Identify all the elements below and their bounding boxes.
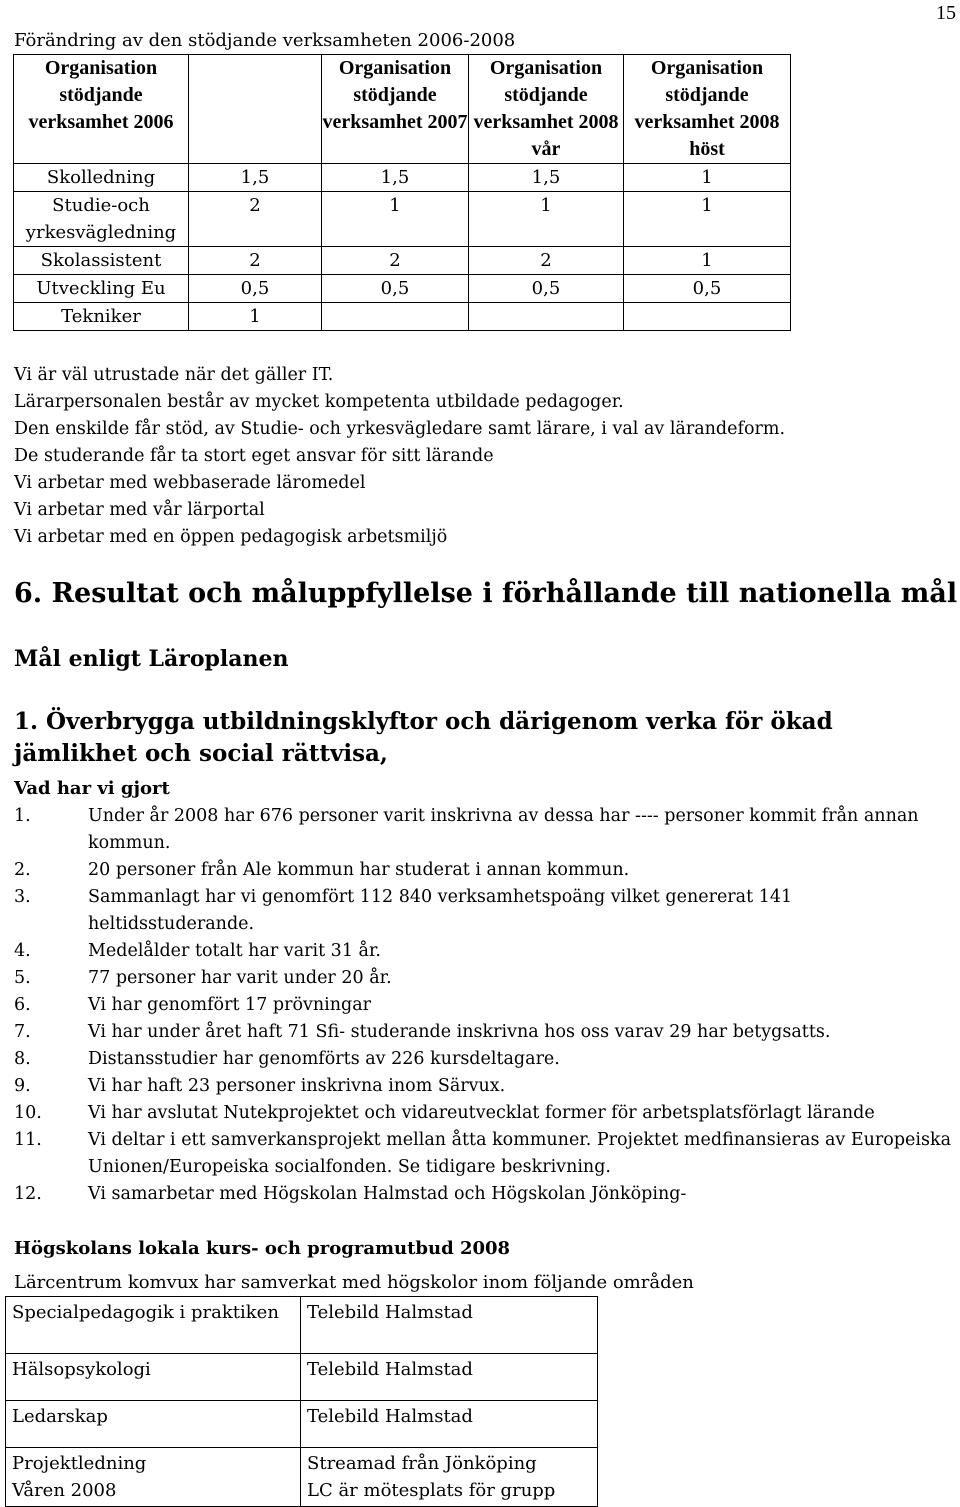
row-value: 1	[322, 192, 469, 247]
list-item	[14, 884, 960, 938]
done-heading: Vad har vi gjort	[14, 778, 170, 799]
item-number: 7.	[14, 1022, 31, 1042]
courses-heading: Högskolans lokala kurs- och programutbud 2008	[14, 1238, 511, 1259]
course-cell: Specialpedagogik i praktiken	[6, 1297, 301, 1354]
staff-row	[14, 303, 791, 331]
row-value: 1,5	[469, 164, 624, 192]
staff-row	[14, 247, 791, 275]
item-text: 77 personer har varit under 20 år.	[88, 968, 392, 988]
row-value: 0,5	[322, 275, 469, 303]
item-text: Vi har avslutat Nutekprojektet och vidareutvecklat former för arbetsplatsförlagt lärande	[88, 1103, 875, 1123]
staff-table-header-row	[14, 55, 791, 164]
row-value: 1	[624, 192, 791, 247]
delivery-cell: Telebild Halmstad	[301, 1401, 598, 1448]
item-text: Vi har haft 23 personer inskrivna inom Särvux.	[88, 1076, 506, 1096]
item-number: 6.	[14, 995, 31, 1015]
staff-row	[14, 164, 791, 192]
item-number: 12.	[14, 1184, 42, 1204]
row-value: 1	[469, 192, 624, 247]
list-item	[14, 1127, 960, 1181]
row-value: 1,5	[189, 164, 322, 192]
delivery-cell: Telebild Halmstad	[301, 1354, 598, 1401]
statement-line: Vi arbetar med en öppen pedagogisk arbetsmiljö	[14, 527, 448, 547]
item-number: 11.	[14, 1130, 42, 1150]
row-value: 2	[189, 247, 322, 275]
header-cell-2008-host: Organisation stödjande verksamhet 2008 höst	[624, 55, 791, 164]
course-cell: Ledarskap	[6, 1401, 301, 1448]
header-cell-2007: Organisation stödjande verksamhet 2007	[322, 55, 469, 164]
header-cell-empty	[189, 55, 322, 164]
row-value: 1	[189, 303, 322, 331]
statement-line: Lärarpersonalen består av mycket kompetenta utbildade pedagoger.	[14, 392, 624, 412]
statement-line: Vi arbetar med vår lärportal	[14, 500, 265, 520]
list-item	[14, 965, 960, 992]
statement-line: De studerande får ta stort eget ansvar för sitt lärande	[14, 446, 494, 466]
item-number: 4.	[14, 941, 31, 961]
item-number: 10.	[14, 1103, 42, 1123]
item-number: 5.	[14, 968, 31, 988]
item-text: Sammanlagt har vi genomfört 112 840 verksamhetspoäng vilket genererat 141 heltidsstuderande.	[88, 887, 793, 934]
row-value: 0,5	[469, 275, 624, 303]
header-cell-2006: Organisation stödjande verksamhet 2006	[14, 55, 189, 164]
course-cell: Hälsopsykologi	[6, 1354, 301, 1401]
item-text: Distansstudier har genomförts av 226 kursdeltagare.	[88, 1049, 560, 1069]
item-text: Vi deltar i ett samverkansprojekt mellan åtta kommuner. Projektet medfinansieras av Europeiska Unionen/Europeiska socialfonden. Se tidigare beskrivning.	[88, 1130, 952, 1177]
item-number: 2.	[14, 860, 31, 880]
courses-table	[5, 1296, 598, 1507]
statement-line: Vi är väl utrustade när det gäller IT.	[14, 365, 334, 385]
list-item	[14, 1100, 960, 1127]
item-text: Vi har under året haft 71 Sfi- studerande inskrivna hos oss varav 29 har betygsatts.	[88, 1022, 831, 1042]
row-value: 2	[189, 192, 322, 247]
header-cell-2008-var: Organisation stödjande verksamhet 2008 vår	[469, 55, 624, 164]
item-number: 1.	[14, 806, 31, 826]
table-caption: Förändring av den stödjande verksamheten 2006-2008	[14, 30, 516, 51]
table-row	[6, 1448, 598, 1507]
list-item	[14, 1019, 960, 1046]
row-value	[624, 303, 791, 331]
section-heading: 6. Resultat och måluppfyllelse i förhållande till nationella mål	[14, 578, 958, 609]
course-cell: Projektledning Våren 2008	[6, 1448, 301, 1507]
list-item	[14, 803, 960, 857]
row-value: 2	[469, 247, 624, 275]
row-value: 1	[624, 164, 791, 192]
item-number: 8.	[14, 1049, 31, 1069]
staff-table	[13, 54, 791, 331]
row-label: Skolledning	[14, 164, 189, 192]
table-row	[6, 1401, 598, 1448]
item-number: 9.	[14, 1076, 31, 1096]
row-value: 0,5	[189, 275, 322, 303]
courses-intro: Lärcentrum komvux har samverkat med högskolor inom följande områden	[14, 1272, 694, 1293]
row-label: Tekniker	[14, 303, 189, 331]
row-value: 1,5	[322, 164, 469, 192]
item-text: Vi har genomfört 17 prövningar	[88, 995, 372, 1015]
item-text: Under år 2008 har 676 personer varit inskrivna av dessa har ---- personer kommit från annan kommun.	[88, 806, 919, 853]
list-item	[14, 1046, 960, 1073]
item-text: Vi samarbetar med Högskolan Halmstad och Högskolan Jönköping-	[88, 1184, 687, 1204]
list-item	[14, 1181, 960, 1208]
row-label: Skolassistent	[14, 247, 189, 275]
goal-heading: 1. Överbrygga utbildningsklyftor och därigenom verka för ökad jämlikhet och social rättvisa,	[14, 708, 833, 767]
item-text: Medelålder totalt har varit 31 år.	[88, 941, 381, 961]
page-number: 15	[936, 2, 956, 24]
statement-line: Den enskilde får stöd, av Studie- och yrkesvägledare samt lärare, i val av lärandeform.	[14, 419, 786, 439]
table-row	[6, 1297, 598, 1354]
list-item	[14, 992, 960, 1019]
row-value	[469, 303, 624, 331]
statement-line: Vi arbetar med webbaserade läromedel	[14, 473, 366, 493]
row-value: 1	[624, 247, 791, 275]
staff-row	[14, 275, 791, 303]
row-label: Utveckling Eu	[14, 275, 189, 303]
list-item	[14, 938, 960, 965]
subheading: Mål enligt Läroplanen	[14, 646, 289, 672]
row-value: 2	[322, 247, 469, 275]
staff-row	[14, 192, 791, 247]
row-label: Studie-och yrkesvägledning	[14, 192, 189, 247]
list-item	[14, 857, 960, 884]
table-row	[6, 1354, 598, 1401]
delivery-cell: Streamad från Jönköping LC är mötesplats för grupp	[301, 1448, 598, 1507]
list-item	[14, 1073, 960, 1100]
item-number: 3.	[14, 887, 31, 907]
item-text: 20 personer från Ale kommun har studerat i annan kommun.	[88, 860, 630, 880]
row-value	[322, 303, 469, 331]
delivery-cell: Telebild Halmstad	[301, 1297, 598, 1354]
results-list	[14, 803, 960, 1208]
row-value: 0,5	[624, 275, 791, 303]
